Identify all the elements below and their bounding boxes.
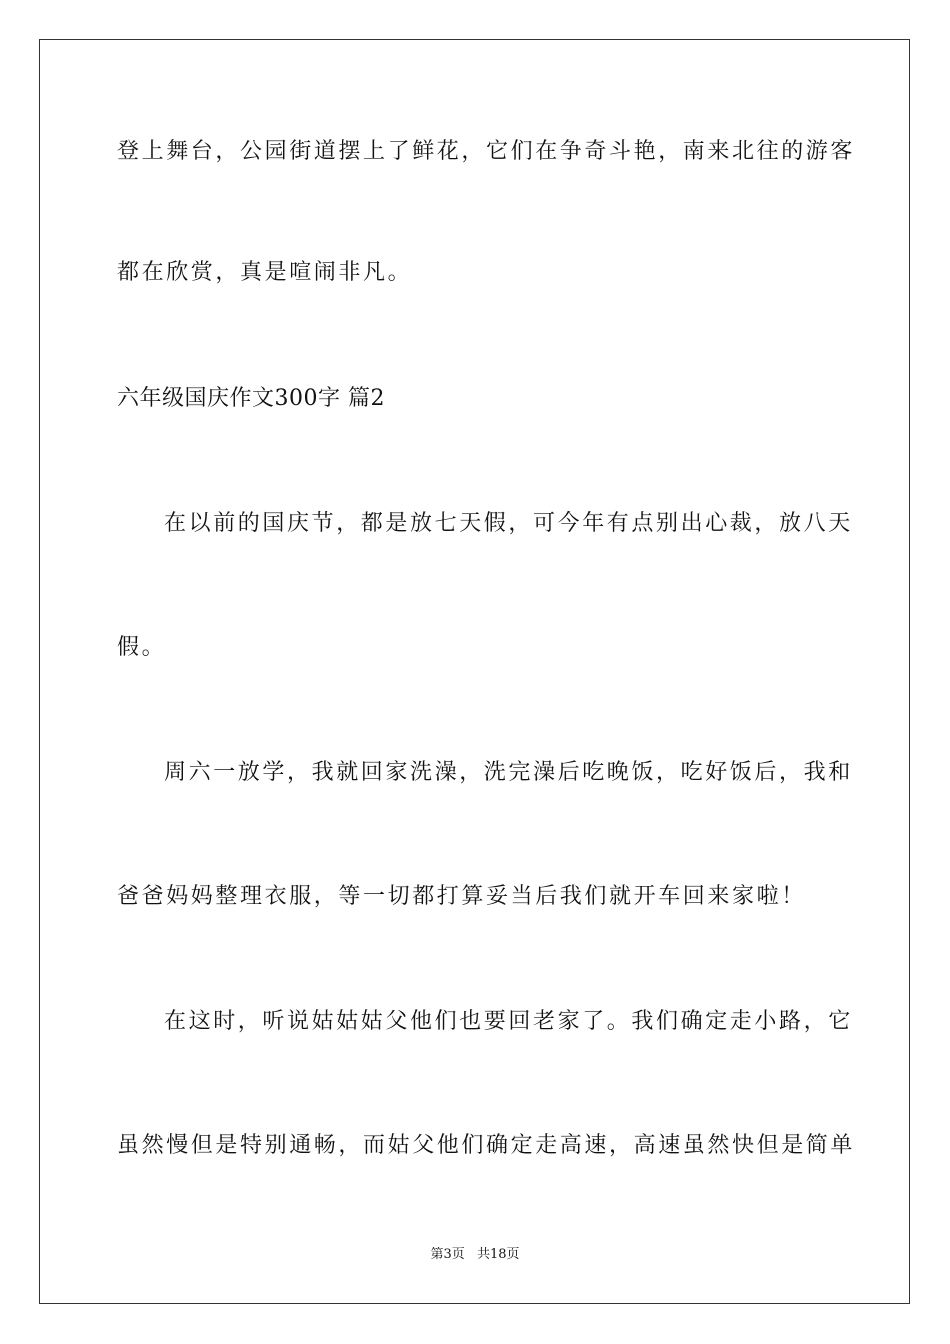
page-number: 第3页 bbox=[430, 1247, 465, 1262]
section-heading: 六年级国庆作文300字 篇2 bbox=[117, 386, 385, 411]
page-frame bbox=[39, 39, 910, 1304]
paragraph-line: 爸爸妈妈整理衣服，等一切都打算妥当后我们就开车回来家啦！ bbox=[117, 884, 806, 909]
paragraph-line: 虽然慢但是特别通畅，而姑父他们确定走高速，高速虽然快但是简单 bbox=[117, 1133, 856, 1158]
paragraph-line: 在以前的国庆节，都是放七天假，可今年有点别出心裁，放八天 bbox=[164, 511, 853, 536]
paragraph-line: 假。 bbox=[117, 635, 167, 660]
paragraph-line: 登上舞台，公园街道摆上了鲜花，它们在争奇斗艳，南来北往的游客 bbox=[117, 139, 856, 164]
page-footer bbox=[0, 1246, 950, 1264]
paragraph-line: 都在欣赏，真是喧闹非凡。 bbox=[117, 260, 413, 285]
page-total: 共18页 bbox=[476, 1247, 520, 1262]
paragraph-line: 在这时，听说姑姑姑父他们也要回老家了。我们确定走小路，它 bbox=[164, 1009, 853, 1034]
paragraph-line: 周六一放学，我就回家洗澡，洗完澡后吃晚饭，吃好饭后，我和 bbox=[164, 760, 853, 785]
